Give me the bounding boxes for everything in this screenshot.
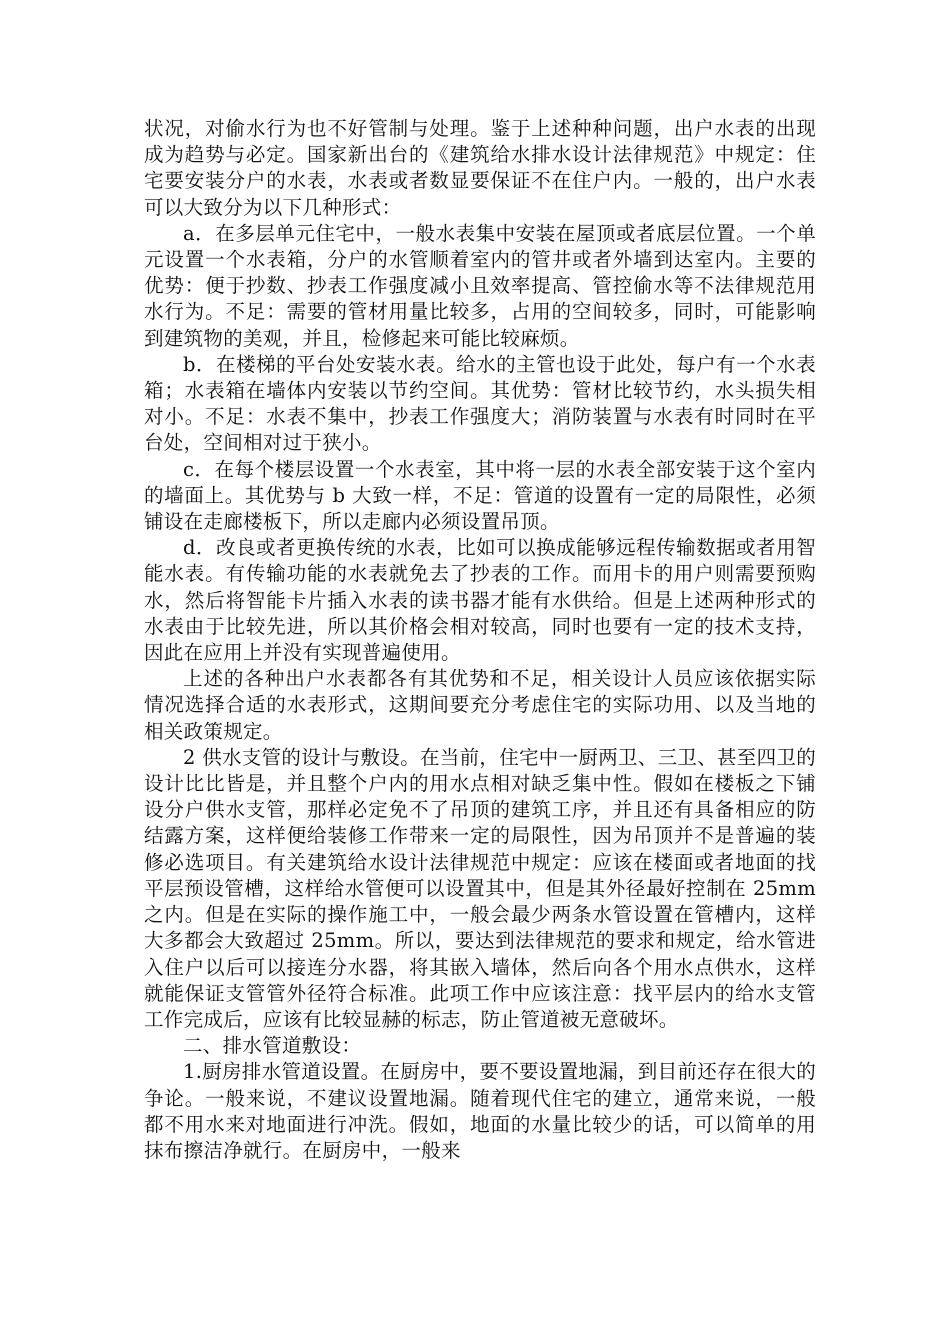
- paragraph-option-c: c．在每个楼层设置一个水表室，其中将一层的水表全部安装于这个室内的墙面上。其优势与 b 大致一样，不足：管道的设置有一定的局限性，必须铺设在走廊楼板下，所以走廊内必须设置吊顶。: [144, 457, 816, 534]
- document-body: [144, 116, 816, 1164]
- paragraph-option-a: a．在多层单元住宅中，一般水表集中安装在屋顶或者底层位置。一个单元设置一个水表箱，分户的水管顺着室内的管井或者外墙到达室内。主要的优势：便于抄数、抄表工作强度减小且效率提高、管控偷水等不法律规范用水行为。不足：需要的管材用量比较多，占用的空间较多，同时，可能影响到建筑物的美观，并且，检修起来可能比较麻烦。: [144, 221, 816, 350]
- paragraph-summary: 上述的各种出户水表都各有其优势和不足，相关设计人员应该依据实际情况选择合适的水表形式，这期间要充分考虑住宅的实际功用、以及当地的相关政策规定。: [144, 667, 816, 743]
- paragraph-supply-branch-pipe: 2 供水支管的设计与敷设。在当前，住宅中一厨两卫、三卫、甚至四卫的设计比比皆是，并且整个户内的用水点相对缺乏集中性。假如在楼板之下铺设分户供水支管，那样必定免不了吊顶的建筑工序，并且还有具备相应的防结露方案，这样便给装修工作带来一定的局限性，因为吊顶并不是普遍的装修必选项目。有关建筑给水设计法律规范中规定：应该在楼面或者地面的找平层预设管槽，这样给水管便可以设置其中，但是其外径最好控制在 25mm 之内。但是在实际的操作施工中，一般会最少两条水管设置在管槽内，这样大多都会大致超过 25mm。所以，要达到法律规范的要求和规定，给水管进入住户以后可以接连分水器，将其嵌入墙体，然后向各个用水点供水，这样就能保证支管管外径符合标准。此项工作中应该注意：找平层内的给水支管工作完成后，应该有比较显赫的标志，防止管道被无意破坏。: [144, 745, 817, 1031]
- paragraph-kitchen-drainage: 1.厨房排水管道设置。在厨房中，要不要设置地漏，到目前还存在很大的争论。一般来说，不建议设置地漏。随着现代住宅的建立，通常来说，一般都不用水来对地面进行冲洗。假如，地面的水量比较少的话，可以简单的用抹布擦洁净就行。在厨房中，一般来: [144, 1060, 817, 1162]
- section-heading-drainage: 二、排水管道敷设：: [183, 1034, 362, 1058]
- paragraph-water-meter-intro: 状况，对偷水行为也不好管制与处理。鉴于上述种种问题，出户水表的出现成为趋势与必定。国家新出台的《建筑给水排水设计法律规范》中规定：住宅要安装分户的水表，水表或者数显要保证不在住户内。一般的，出户水表可以大致分为以下几种形式：: [144, 117, 816, 219]
- paragraph-option-d: d．改良或者更换传统的水表，比如可以换成能够远程传输数据或者用智能水表。有传输功能的水表就免去了抄表的工作。而用卡的用户则需要预购水，然后将智能卡片插入水表的读书器才能有水供给。但是上述两种形式的水表由于比较先进，所以其价格会相对较高，同时也要有一定的技术支持，因此在应用上并没有实现普遍使用。: [144, 536, 816, 665]
- paragraph-option-b: b．在楼梯的平台处安装水表。给水的主管也设于此处，每户有一个水表箱；水表箱在墙体内安装以节约空间。其优势：管材比较节约，水头损失相对小。不足：水表不集中，抄表工作强度大；消防装置与水表有时同时在平台处，空间相对过于狭小。: [144, 352, 816, 455]
